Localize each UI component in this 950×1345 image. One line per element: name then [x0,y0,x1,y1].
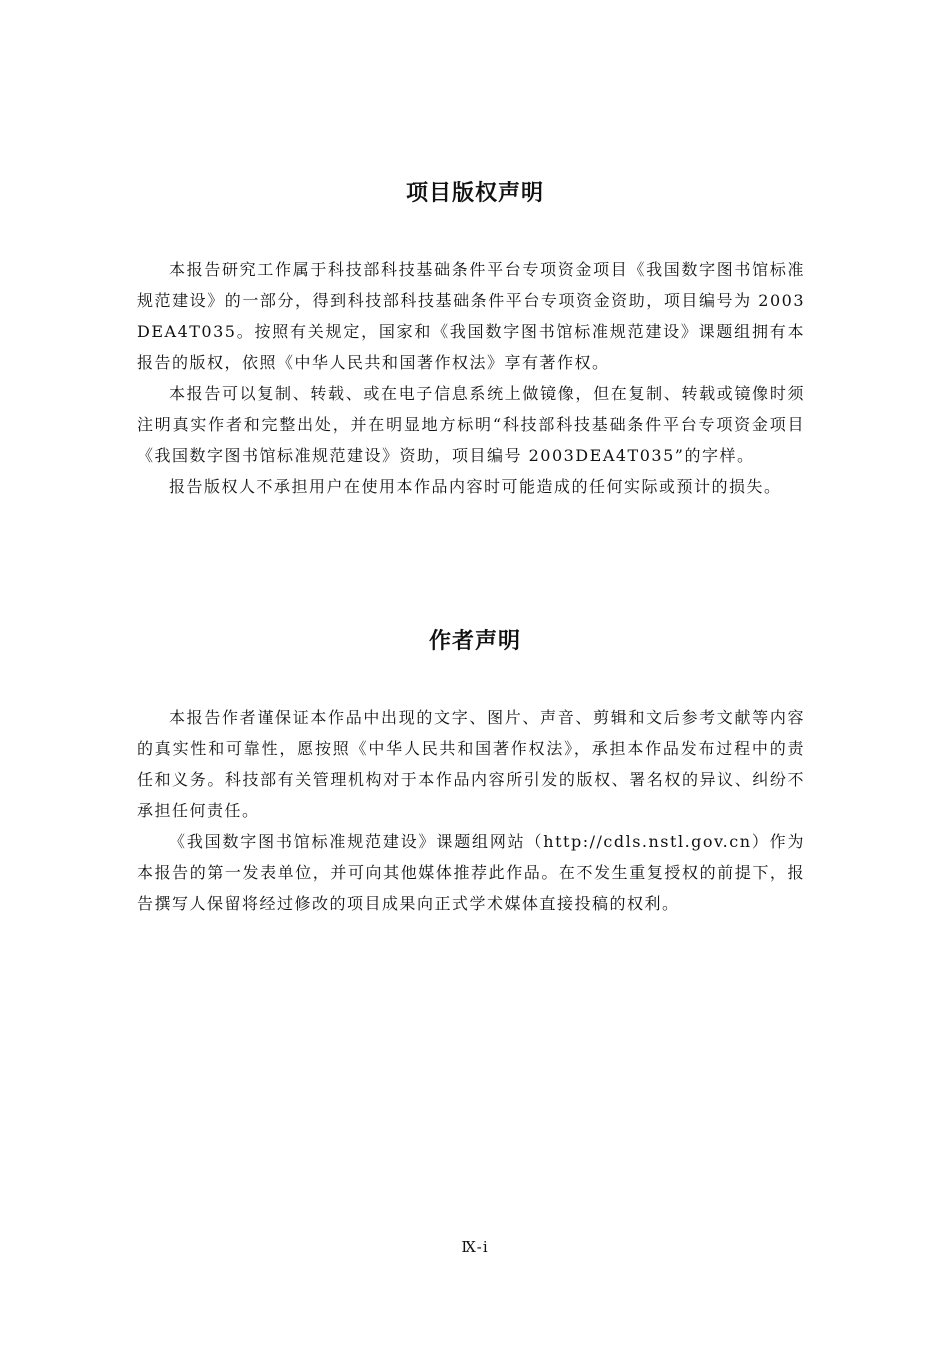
author-paragraph-2: 《我国数字图书馆标准规范建设》课题组网站（http://cdls.nstl.gov.cn）作为本报告的第一发表单位，并可向其他媒体推荐此作品。在不发生重复授权的前提下，报告撰写人保留将经过修改的项目成果向正式学术媒体直接投稿的权利。 [137,832,805,913]
copyright-statement-title: 项目版权声明 [405,181,544,206]
copyright-statement-body [137,254,805,502]
copyright-paragraph-1: 本报告研究工作属于科技部科技基础条件平台专项资金项目《我国数字图书馆标准规范建设》的一部分，得到科技部科技基础条件平台专项资金资助，项目编号为 2003DEA4T035。按照有关规定，国家和《我国数字图书馆标准规范建设》课题组拥有本报告的版权，依照《中华人民共和国著作权法》享有著作权。 [137,260,805,372]
copyright-paragraph-3: 报告版权人不承担用户在使用本作品内容时可能造成的任何实际或预计的损失。 [169,477,782,496]
copyright-paragraph-2: 本报告可以复制、转载、或在电子信息系统上做镜像，但在复制、转载或镜像时须注明真实作者和完整出处，并在明显地方标明“科技部科技基础条件平台专项资金项目《我国数字图书馆标准规范建设》资助，项目编号 2003DEA4T035”的字样。 [137,384,805,465]
author-paragraph-1: 本报告作者谨保证本作品中出现的文字、图片、声音、剪辑和文后参考文献等内容的真实性和可靠性，愿按照《中华人民共和国著作权法》，承担本作品发布过程中的责任和义务。科技部有关管理机构对于本作品内容所引发的版权、署名权的异议、纠纷不承担任何责任。 [137,708,805,820]
author-statement-title: 作者声明 [428,629,521,654]
page-number: Ⅸ-i [461,1238,489,1256]
author-statement-body [137,702,805,919]
